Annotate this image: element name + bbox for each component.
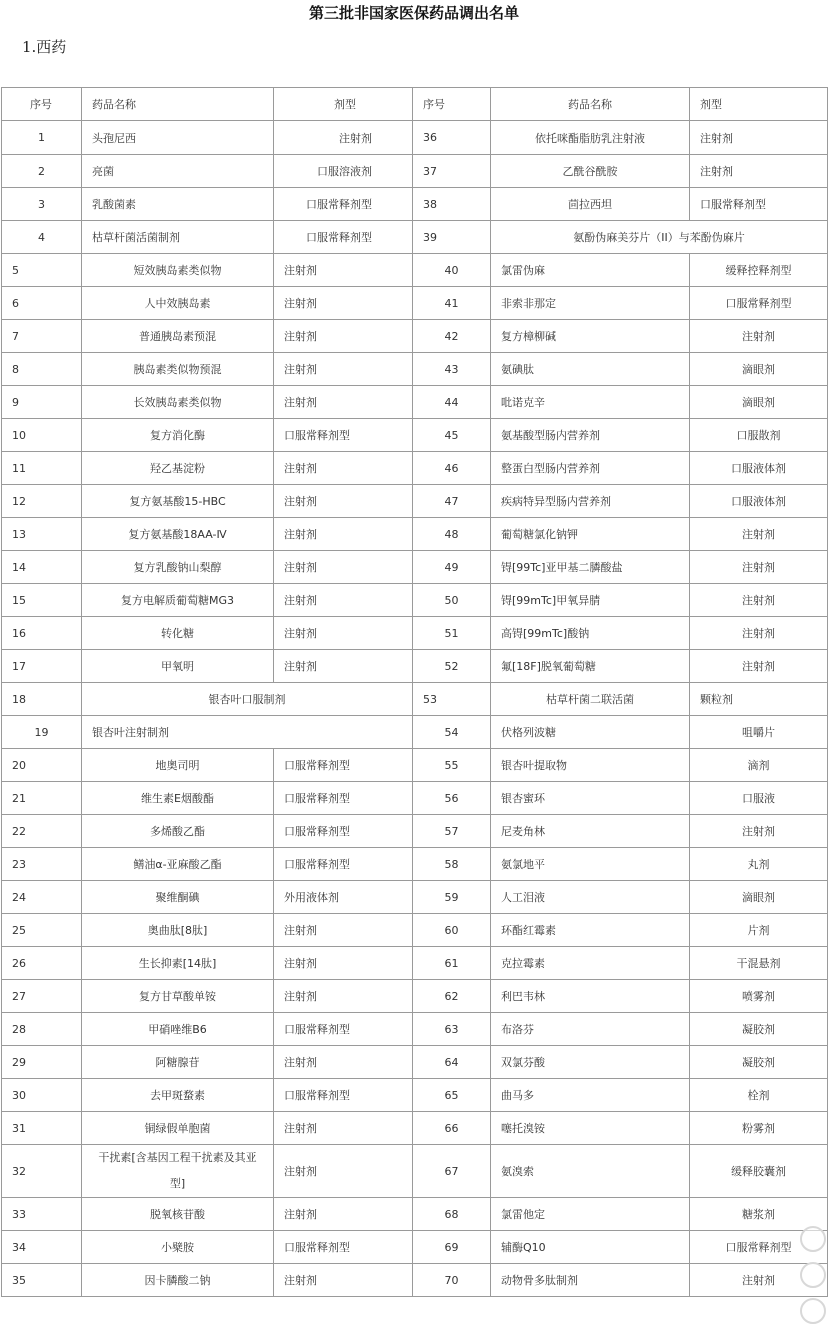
left-no-cell: 26: [2, 947, 82, 980]
right-form-cell: 口服常释剂型: [690, 287, 828, 320]
right-name-cell: 噻托溴铵: [491, 1112, 690, 1145]
right-no-cell: 45: [413, 419, 491, 452]
left-no-cell: 9: [2, 386, 82, 419]
table-row: [2, 881, 828, 914]
table-row: [2, 518, 828, 551]
left-form-cell: 注射剂: [274, 1145, 413, 1198]
left-form-cell: 注射剂: [274, 947, 413, 980]
right-no-cell: 39: [413, 221, 491, 254]
left-form-cell: 注射剂: [274, 287, 413, 320]
left-no-cell: 33: [2, 1198, 82, 1231]
left-no-cell: 29: [2, 1046, 82, 1079]
left-name-cell: 生长抑素[14肽]: [82, 947, 274, 980]
right-name-cell: 人工泪液: [491, 881, 690, 914]
left-no-cell: 28: [2, 1013, 82, 1046]
table-row: [2, 650, 828, 683]
left-name-cell: 短效胰岛素类似物: [82, 254, 274, 287]
right-name-cell: 复方樟柳碱: [491, 320, 690, 353]
right-no-cell: 58: [413, 848, 491, 881]
left-form-cell: 口服常释剂型: [274, 1013, 413, 1046]
right-no-cell: 44: [413, 386, 491, 419]
table-row: [2, 551, 828, 584]
right-no-cell: 69: [413, 1231, 491, 1264]
right-form-cell: 注射剂: [690, 1264, 828, 1297]
right-form-cell: 缓释控释剂型: [690, 254, 828, 287]
table-row: [2, 386, 828, 419]
left-name-cell: 复方甘草酸单铵: [82, 980, 274, 1013]
table-row: [2, 947, 828, 980]
left-form-cell: 注射剂: [274, 452, 413, 485]
table-row: [2, 121, 828, 155]
right-name-cell: 尼麦角林: [491, 815, 690, 848]
right-no-cell: 62: [413, 980, 491, 1013]
left-name-cell: 银杏叶注射制剂: [82, 716, 413, 749]
right-name-cell: 银杏叶提取物: [491, 749, 690, 782]
right-name-cell: 利巴韦林: [491, 980, 690, 1013]
right-form-cell: 注射剂: [690, 815, 828, 848]
right-name-cell: 双氯芬酸: [491, 1046, 690, 1079]
right-name-cell: 氯雷伪麻: [491, 254, 690, 287]
header-drug-name: 药品名称: [491, 88, 690, 121]
table-row: [2, 584, 828, 617]
left-form-cell: 注射剂: [274, 1112, 413, 1145]
left-form-cell: 注射剂: [274, 518, 413, 551]
right-form-cell: 口服散剂: [690, 419, 828, 452]
left-form-cell: 注射剂: [274, 320, 413, 353]
left-name-cell: 甲氧明: [82, 650, 274, 683]
left-form-cell: 注射剂: [274, 121, 413, 155]
left-name-cell: 地奥司明: [82, 749, 274, 782]
right-form-cell: 粉雾剂: [690, 1112, 828, 1145]
left-form-cell: 注射剂: [274, 914, 413, 947]
left-name-cell: 多烯酸乙酯: [82, 815, 274, 848]
table-row: [2, 155, 828, 188]
table-row: [2, 980, 828, 1013]
left-no-cell: 30: [2, 1079, 82, 1112]
table-row: [2, 848, 828, 881]
left-name-cell: 铜绿假单胞菌: [82, 1112, 274, 1145]
left-no-cell: 5: [2, 254, 82, 287]
right-no-cell: 48: [413, 518, 491, 551]
left-form-cell: 外用液体剂: [274, 881, 413, 914]
table-row: [2, 617, 828, 650]
right-form-cell: 注射剂: [690, 650, 828, 683]
right-form-cell: 滴眼剂: [690, 881, 828, 914]
right-no-cell: 65: [413, 1079, 491, 1112]
table-row: [2, 419, 828, 452]
table-row: [2, 287, 828, 320]
right-no-cell: 54: [413, 716, 491, 749]
table-row: [2, 782, 828, 815]
table-row: [2, 452, 828, 485]
left-form-cell: 口服常释剂型: [274, 749, 413, 782]
right-name-cell: 氨碘肽: [491, 353, 690, 386]
right-form-cell: 咀嚼片: [690, 716, 828, 749]
left-no-cell: 17: [2, 650, 82, 683]
right-name-cell: 锝[99mTc]甲氧异腈: [491, 584, 690, 617]
right-no-cell: 68: [413, 1198, 491, 1231]
right-no-cell: 43: [413, 353, 491, 386]
left-no-cell: 25: [2, 914, 82, 947]
right-no-cell: 41: [413, 287, 491, 320]
table-row: [2, 1198, 828, 1231]
left-form-cell: 口服常释剂型: [274, 1079, 413, 1112]
watermark-icon: [800, 1262, 826, 1288]
table-row: [2, 320, 828, 353]
right-form-cell: 栓剂: [690, 1079, 828, 1112]
table-row: [2, 683, 828, 716]
right-form-cell: 口服液体剂: [690, 452, 828, 485]
right-no-cell: 57: [413, 815, 491, 848]
left-name-cell: 普通胰岛素预混: [82, 320, 274, 353]
right-name-cell: 银杏蜜环: [491, 782, 690, 815]
table-row: [2, 221, 828, 254]
left-form-cell: 注射剂: [274, 353, 413, 386]
right-no-cell: 50: [413, 584, 491, 617]
right-form-cell: 注射剂: [690, 320, 828, 353]
left-name-cell: 头孢尼西: [82, 121, 274, 155]
right-form-cell: 注射剂: [690, 155, 828, 188]
left-no-cell: 24: [2, 881, 82, 914]
left-name-cell: 奥曲肽[8肽]: [82, 914, 274, 947]
right-no-cell: 40: [413, 254, 491, 287]
left-form-cell: 口服常释剂型: [274, 188, 413, 221]
left-name-cell: 鳝油α-亚麻酸乙酯: [82, 848, 274, 881]
right-no-cell: 64: [413, 1046, 491, 1079]
right-form-cell: 口服液体剂: [690, 485, 828, 518]
table-row: [2, 1231, 828, 1264]
left-no-cell: 10: [2, 419, 82, 452]
left-no-cell: 16: [2, 617, 82, 650]
right-name-cell: 氯雷他定: [491, 1198, 690, 1231]
right-name-cell: 吡诺克辛: [491, 386, 690, 419]
table-row: [2, 353, 828, 386]
left-no-cell: 8: [2, 353, 82, 386]
right-name-cell: 布洛芬: [491, 1013, 690, 1046]
right-name-cell: 整蛋白型肠内营养剂: [491, 452, 690, 485]
left-no-cell: 15: [2, 584, 82, 617]
left-no-cell: 6: [2, 287, 82, 320]
right-form-cell: 口服液: [690, 782, 828, 815]
right-form-cell: 片剂: [690, 914, 828, 947]
right-no-cell: 38: [413, 188, 491, 221]
right-no-cell: 36: [413, 121, 491, 155]
right-form-cell: 滴眼剂: [690, 386, 828, 419]
left-no-cell: 31: [2, 1112, 82, 1145]
right-name-cell: 乙酰谷酰胺: [491, 155, 690, 188]
watermark-icon: [800, 1226, 826, 1252]
right-no-cell: 49: [413, 551, 491, 584]
table-row: [2, 1046, 828, 1079]
right-form-cell: 注射剂: [690, 584, 828, 617]
left-name-cell: 复方氨基酸15-HBC: [82, 485, 274, 518]
right-no-cell: 46: [413, 452, 491, 485]
table-row: [2, 749, 828, 782]
left-name-cell: 聚维酮碘: [82, 881, 274, 914]
left-name-cell: 复方乳酸钠山梨醇: [82, 551, 274, 584]
left-form-cell: 口服溶液剂: [274, 155, 413, 188]
left-form-cell: 注射剂: [274, 551, 413, 584]
table-header-row: [2, 88, 828, 121]
right-no-cell: 51: [413, 617, 491, 650]
left-form-cell: 口服常释剂型: [274, 1231, 413, 1264]
right-no-cell: 52: [413, 650, 491, 683]
left-no-cell: 34: [2, 1231, 82, 1264]
right-name-cell: 氨基酸型肠内营养剂: [491, 419, 690, 452]
right-no-cell: 61: [413, 947, 491, 980]
left-no-cell: 13: [2, 518, 82, 551]
right-no-cell: 70: [413, 1264, 491, 1297]
left-no-cell: 7: [2, 320, 82, 353]
left-no-cell: 27: [2, 980, 82, 1013]
left-no-cell: 22: [2, 815, 82, 848]
right-name-cell: 氨溴索: [491, 1145, 690, 1198]
right-form-cell: 凝胶剂: [690, 1013, 828, 1046]
table-row: [2, 1264, 828, 1297]
left-name-cell: 羟乙基淀粉: [82, 452, 274, 485]
section-heading: 1.西药: [22, 38, 67, 56]
left-no-cell: 35: [2, 1264, 82, 1297]
left-no-cell: 2: [2, 155, 82, 188]
left-name-cell: 人中效胰岛素: [82, 287, 274, 320]
page-title: 第三批非国家医保药品调出名单: [308, 4, 519, 22]
left-name-cell: 脱氧核苷酸: [82, 1198, 274, 1231]
right-form-cell: 注射剂: [690, 518, 828, 551]
table-row: [2, 485, 828, 518]
left-form-cell: 口服常释剂型: [274, 419, 413, 452]
right-name-cell: 伏格列波糖: [491, 716, 690, 749]
right-no-cell: 56: [413, 782, 491, 815]
right-form-cell: 口服常释剂型: [690, 188, 828, 221]
table-row: [2, 188, 828, 221]
right-form-cell: 缓释胶囊剂: [690, 1145, 828, 1198]
right-form-cell: 喷雾剂: [690, 980, 828, 1013]
right-no-cell: 37: [413, 155, 491, 188]
right-form-cell: 注射剂: [690, 121, 828, 155]
right-name-cell: 辅酶Q10: [491, 1231, 690, 1264]
right-no-cell: 67: [413, 1145, 491, 1198]
header-dosage-form: 剂型: [690, 88, 828, 121]
left-no-cell: 12: [2, 485, 82, 518]
right-form-cell: 注射剂: [690, 551, 828, 584]
left-name-cell: 小檗胺: [82, 1231, 274, 1264]
left-name-cell: 复方消化酶: [82, 419, 274, 452]
left-no-cell: 14: [2, 551, 82, 584]
right-no-cell: 60: [413, 914, 491, 947]
right-form-cell: 丸剂: [690, 848, 828, 881]
right-no-cell: 42: [413, 320, 491, 353]
left-name-cell: 枯草杆菌活菌制剂: [82, 221, 274, 254]
right-name-cell: 非索非那定: [491, 287, 690, 320]
left-form-cell: 注射剂: [274, 1264, 413, 1297]
header-dosage-form: 剂型: [274, 88, 413, 121]
right-name-cell: 氟[18F]脱氧葡萄糖: [491, 650, 690, 683]
left-no-cell: 20: [2, 749, 82, 782]
left-name-cell: 因卡膦酸二钠: [82, 1264, 274, 1297]
table-row: [2, 1013, 828, 1046]
left-form-cell: 注射剂: [274, 980, 413, 1013]
table-row: [2, 815, 828, 848]
table-row: [2, 716, 828, 749]
watermark-icon: [800, 1298, 826, 1324]
table-row: [2, 1145, 828, 1198]
left-form-cell: 注射剂: [274, 485, 413, 518]
right-no-cell: 66: [413, 1112, 491, 1145]
left-no-cell: 3: [2, 188, 82, 221]
left-name-cell: 去甲斑蝥素: [82, 1079, 274, 1112]
right-name-cell: 高锝[99mTc]酸钠: [491, 617, 690, 650]
right-name-cell: 依托咪酯脂肪乳注射液: [491, 121, 690, 155]
left-form-cell: 注射剂: [274, 617, 413, 650]
left-form-cell: 口服常释剂型: [274, 782, 413, 815]
left-form-cell: 注射剂: [274, 584, 413, 617]
right-name-cell: 环酯红霉素: [491, 914, 690, 947]
right-form-cell: 注射剂: [690, 617, 828, 650]
left-no-cell: 19: [2, 716, 82, 749]
left-name-cell: 长效胰岛素类似物: [82, 386, 274, 419]
header-no: 序号: [2, 88, 82, 121]
left-no-cell: 4: [2, 221, 82, 254]
table-row: [2, 1079, 828, 1112]
left-name-cell: 复方电解质葡萄糖MG3: [82, 584, 274, 617]
right-form-cell: 口服常释剂型: [690, 1231, 828, 1264]
header-drug-name: 药品名称: [82, 88, 274, 121]
left-form-cell: 注射剂: [274, 254, 413, 287]
table-row: [2, 914, 828, 947]
left-name-cell: 维生素E烟酸酯: [82, 782, 274, 815]
right-no-cell: 59: [413, 881, 491, 914]
left-no-cell: 23: [2, 848, 82, 881]
left-form-cell: 注射剂: [274, 650, 413, 683]
left-name-cell: 银杏叶口服制剂: [82, 683, 413, 716]
drug-list-table: [1, 87, 828, 1297]
right-name-cell: 锝[99Tc]亚甲基二膦酸盐: [491, 551, 690, 584]
left-no-cell: 21: [2, 782, 82, 815]
right-form-cell: 滴剂: [690, 749, 828, 782]
right-form-cell: 颗粒剂: [690, 683, 828, 716]
left-form-cell: 注射剂: [274, 386, 413, 419]
left-no-cell: 32: [2, 1145, 82, 1198]
right-name-cell: 茴拉西坦: [491, 188, 690, 221]
right-name-cell: 疾病特异型肠内营养剂: [491, 485, 690, 518]
right-name-cell: 曲马多: [491, 1079, 690, 1112]
table-row: [2, 254, 828, 287]
left-name-cell: 干扰素[含基因工程干扰素及其亚型]: [82, 1145, 274, 1198]
right-name-cell: 克拉霉素: [491, 947, 690, 980]
left-name-cell: 甲硝唑维B6: [82, 1013, 274, 1046]
right-form-cell: 滴眼剂: [690, 353, 828, 386]
right-no-cell: 63: [413, 1013, 491, 1046]
left-name-cell: 亮菌: [82, 155, 274, 188]
table-row: [2, 1112, 828, 1145]
left-form-cell: 注射剂: [274, 1198, 413, 1231]
right-no-cell: 53: [413, 683, 491, 716]
right-form-cell: 糖浆剂: [690, 1198, 828, 1231]
right-no-cell: 55: [413, 749, 491, 782]
left-name-cell: 胰岛素类似物预混: [82, 353, 274, 386]
left-form-cell: 注射剂: [274, 1046, 413, 1079]
left-name-cell: 复方氨基酸18AA-Ⅳ: [82, 518, 274, 551]
right-no-cell: 47: [413, 485, 491, 518]
right-name-cell: 氨氯地平: [491, 848, 690, 881]
right-name-cell: 枯草杆菌二联活菌: [491, 683, 690, 716]
left-name-cell: 转化糖: [82, 617, 274, 650]
left-form-cell: 口服常释剂型: [274, 221, 413, 254]
left-form-cell: 口服常释剂型: [274, 848, 413, 881]
right-name-cell: 葡萄糖氯化钠钾: [491, 518, 690, 551]
left-no-cell: 1: [2, 121, 82, 155]
right-name-cell: 氨酚伪麻美芬片（II）与苯酚伪麻片: [491, 221, 828, 254]
header-no: 序号: [413, 88, 491, 121]
right-form-cell: 凝胶剂: [690, 1046, 828, 1079]
left-no-cell: 18: [2, 683, 82, 716]
left-name-cell: 乳酸菌素: [82, 188, 274, 221]
right-form-cell: 干混悬剂: [690, 947, 828, 980]
left-form-cell: 口服常释剂型: [274, 815, 413, 848]
left-name-cell: 阿糖腺苷: [82, 1046, 274, 1079]
left-no-cell: 11: [2, 452, 82, 485]
right-name-cell: 动物骨多肽制剂: [491, 1264, 690, 1297]
